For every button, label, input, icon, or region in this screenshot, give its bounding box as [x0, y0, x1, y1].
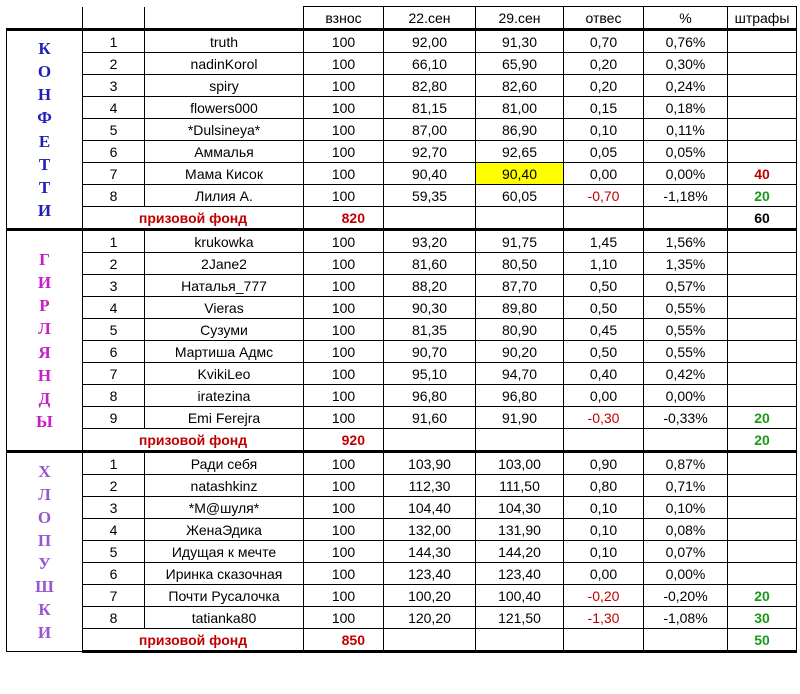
- team-letter: Л: [38, 484, 51, 504]
- loss-value: 0,45: [564, 319, 644, 341]
- fee-value: 100: [304, 385, 384, 407]
- penalty-value: [728, 97, 797, 119]
- penalty-value: 20: [728, 585, 797, 607]
- percent-value: 1,35%: [644, 253, 728, 275]
- weight-date-1: 90,40: [384, 163, 476, 185]
- header-date-1: 22.сен: [384, 7, 476, 30]
- row-number: 4: [83, 97, 145, 119]
- prize-row: [7, 629, 797, 652]
- penalty-value: [728, 563, 797, 585]
- percent-value: 0,00%: [644, 163, 728, 185]
- weight-date-1: 144,30: [384, 541, 476, 563]
- participant-name: krukowka: [145, 230, 304, 253]
- percent-value: 0,87%: [644, 452, 728, 475]
- percent-value: 1,56%: [644, 230, 728, 253]
- empty-cell: [644, 429, 728, 452]
- percent-value: 0,55%: [644, 297, 728, 319]
- weight-date-1: 81,35: [384, 319, 476, 341]
- team-letter: Д: [38, 388, 51, 408]
- weight-date-1: 112,30: [384, 475, 476, 497]
- weight-date-2: 87,70: [476, 275, 564, 297]
- percent-value: 0,05%: [644, 141, 728, 163]
- participant-name: Мартиша Адмс: [145, 341, 304, 363]
- table-row: [7, 53, 797, 75]
- row-number: 8: [83, 385, 145, 407]
- team-letter: Т: [38, 177, 51, 197]
- table-row: [7, 97, 797, 119]
- percent-value: 0,55%: [644, 341, 728, 363]
- loss-value: 0,10: [564, 541, 644, 563]
- weight-date-2: 91,90: [476, 407, 564, 429]
- fee-value: 100: [304, 363, 384, 385]
- header-percent: %: [644, 7, 728, 30]
- participant-name: Мама Кисок: [145, 163, 304, 185]
- loss-value: 0,90: [564, 452, 644, 475]
- fee-value: 100: [304, 75, 384, 97]
- table-row: [7, 563, 797, 585]
- header-empty-cell: [145, 7, 304, 30]
- loss-value: 0,80: [564, 475, 644, 497]
- participant-name: Аммалья: [145, 141, 304, 163]
- percent-value: -1,08%: [644, 607, 728, 629]
- team-letter: И: [37, 273, 52, 293]
- percent-value: 0,42%: [644, 363, 728, 385]
- participant-name: nadinKorol: [145, 53, 304, 75]
- empty-cell: [564, 429, 644, 452]
- weight-date-2: 144,20: [476, 541, 564, 563]
- percent-value: 0,30%: [644, 53, 728, 75]
- fee-value: 100: [304, 341, 384, 363]
- fee-value: 100: [304, 30, 384, 53]
- fee-value: 100: [304, 185, 384, 207]
- empty-cell: [384, 629, 476, 652]
- weight-date-1: 81,60: [384, 253, 476, 275]
- weight-date-1: 104,40: [384, 497, 476, 519]
- row-number: 9: [83, 407, 145, 429]
- penalty-value: 40: [728, 163, 797, 185]
- table-row: [7, 141, 797, 163]
- percent-value: 0,11%: [644, 119, 728, 141]
- participant-name: KvikiLeo: [145, 363, 304, 385]
- penalty-value: [728, 119, 797, 141]
- team-letter: Р: [39, 296, 50, 316]
- table-row: [7, 185, 797, 207]
- team-letter: О: [37, 62, 52, 82]
- team-letter: Я: [38, 342, 51, 362]
- table-row: [7, 407, 797, 429]
- weight-date-1: 90,30: [384, 297, 476, 319]
- loss-value: 0,15: [564, 97, 644, 119]
- weight-date-1: 100,20: [384, 585, 476, 607]
- weight-date-2: 65,90: [476, 53, 564, 75]
- row-number: 6: [83, 141, 145, 163]
- fee-value: 100: [304, 497, 384, 519]
- fee-value: 100: [304, 275, 384, 297]
- row-number: 3: [83, 497, 145, 519]
- fee-value: 100: [304, 585, 384, 607]
- percent-value: 0,55%: [644, 319, 728, 341]
- penalty-value: [728, 253, 797, 275]
- fee-value: 100: [304, 563, 384, 585]
- percent-value: 0,76%: [644, 30, 728, 53]
- prize-fund-total: 920: [304, 429, 384, 452]
- percent-value: 0,10%: [644, 497, 728, 519]
- weight-date-1: 59,35: [384, 185, 476, 207]
- participant-name: Иринка сказочная: [145, 563, 304, 585]
- participant-name: *Dulsineya*: [145, 119, 304, 141]
- participant-name: ЖенаЭдика: [145, 519, 304, 541]
- team-letter: Г: [39, 250, 50, 270]
- weight-date-2: 89,80: [476, 297, 564, 319]
- weight-date-1: 103,90: [384, 452, 476, 475]
- penalty-value: [728, 519, 797, 541]
- percent-value: 0,00%: [644, 563, 728, 585]
- table-row: [7, 385, 797, 407]
- team-letter: Ф: [37, 108, 52, 128]
- fee-value: 100: [304, 53, 384, 75]
- loss-value: 0,40: [564, 363, 644, 385]
- participant-name: Сузуми: [145, 319, 304, 341]
- team-letter: И: [37, 623, 52, 643]
- percent-value: 0,71%: [644, 475, 728, 497]
- prize-fund-total: 850: [304, 629, 384, 652]
- table-row: [7, 519, 797, 541]
- participant-name: 2Jane2: [145, 253, 304, 275]
- table-row: [7, 497, 797, 519]
- table-row: [7, 75, 797, 97]
- weight-date-1: 91,60: [384, 407, 476, 429]
- participant-name: Наталья_777: [145, 275, 304, 297]
- penalty-value: [728, 141, 797, 163]
- loss-value: 0,10: [564, 497, 644, 519]
- penalty-value: [728, 75, 797, 97]
- percent-value: 0,18%: [644, 97, 728, 119]
- loss-value: 0,05: [564, 141, 644, 163]
- fee-value: 100: [304, 407, 384, 429]
- row-number: 5: [83, 119, 145, 141]
- penalty-value: [728, 30, 797, 53]
- table-row: [7, 253, 797, 275]
- row-number: 5: [83, 319, 145, 341]
- loss-value: -0,30: [564, 407, 644, 429]
- penalty-value: [728, 385, 797, 407]
- fee-value: 100: [304, 452, 384, 475]
- weight-date-2: 103,00: [476, 452, 564, 475]
- table-row: [7, 585, 797, 607]
- header-penalty: штрафы: [728, 7, 797, 30]
- team-letter: Л: [38, 319, 51, 339]
- header-empty-cell: [83, 7, 145, 30]
- team-letter: Е: [38, 131, 51, 151]
- fee-value: 100: [304, 253, 384, 275]
- weight-date-1: 87,00: [384, 119, 476, 141]
- penalty-total: 50: [728, 629, 797, 652]
- participant-name: Emi Ferejra: [145, 407, 304, 429]
- loss-value: 0,20: [564, 75, 644, 97]
- weight-date-1: 132,00: [384, 519, 476, 541]
- fee-value: 100: [304, 141, 384, 163]
- participant-name: spiry: [145, 75, 304, 97]
- header-loss: отвес: [564, 7, 644, 30]
- weight-date-2: 91,75: [476, 230, 564, 253]
- percent-value: -0,20%: [644, 585, 728, 607]
- empty-cell: [384, 429, 476, 452]
- loss-value: 0,50: [564, 297, 644, 319]
- table-row: [7, 297, 797, 319]
- penalty-value: 20: [728, 185, 797, 207]
- fee-value: 100: [304, 230, 384, 253]
- weight-date-2: 96,80: [476, 385, 564, 407]
- loss-value: 0,10: [564, 519, 644, 541]
- empty-cell: [564, 629, 644, 652]
- row-number: 3: [83, 75, 145, 97]
- participant-name: tatianka80: [145, 607, 304, 629]
- row-number: 2: [83, 475, 145, 497]
- team-letter: О: [37, 507, 52, 527]
- header-fee: взнос: [304, 7, 384, 30]
- penalty-value: [728, 230, 797, 253]
- team-name-hlopushki: [7, 452, 83, 652]
- header-row: [7, 7, 797, 30]
- weight-date-2: 131,90: [476, 519, 564, 541]
- percent-value: 0,00%: [644, 385, 728, 407]
- penalty-value: [728, 541, 797, 563]
- weight-date-2: 81,00: [476, 97, 564, 119]
- team-letter: К: [38, 600, 51, 620]
- participant-name: Ради себя: [145, 452, 304, 475]
- weight-date-2: 123,40: [476, 563, 564, 585]
- weight-date-2: 94,70: [476, 363, 564, 385]
- row-number: 1: [83, 30, 145, 53]
- row-number: 7: [83, 163, 145, 185]
- participant-name: Почти Русалочка: [145, 585, 304, 607]
- loss-value: 0,50: [564, 275, 644, 297]
- table-row: [7, 275, 797, 297]
- participant-name: iratezina: [145, 385, 304, 407]
- team-letter: П: [37, 530, 52, 550]
- weight-date-1: 123,40: [384, 563, 476, 585]
- weight-date-2: 104,30: [476, 497, 564, 519]
- penalty-value: [728, 53, 797, 75]
- weight-date-1: 93,20: [384, 230, 476, 253]
- weight-date-1: 66,10: [384, 53, 476, 75]
- penalty-value: [728, 363, 797, 385]
- prize-fund-label: призовой фонд: [83, 207, 304, 230]
- participant-name: natashkinz: [145, 475, 304, 497]
- weight-date-1: 95,10: [384, 363, 476, 385]
- row-number: 6: [83, 341, 145, 363]
- empty-cell: [476, 429, 564, 452]
- results-table: [6, 6, 797, 653]
- table-row: [7, 341, 797, 363]
- fee-value: 100: [304, 163, 384, 185]
- percent-value: 0,57%: [644, 275, 728, 297]
- fee-value: 100: [304, 119, 384, 141]
- weight-date-2: 121,50: [476, 607, 564, 629]
- table-row: [7, 230, 797, 253]
- empty-cell: [564, 207, 644, 230]
- weight-date-1: 82,80: [384, 75, 476, 97]
- percent-value: 0,24%: [644, 75, 728, 97]
- weight-date-2: 60,05: [476, 185, 564, 207]
- prize-row: [7, 207, 797, 230]
- penalty-value: [728, 341, 797, 363]
- loss-value: 0,00: [564, 385, 644, 407]
- prize-fund-label: призовой фонд: [83, 629, 304, 652]
- fee-value: 100: [304, 97, 384, 119]
- loss-value: 0,10: [564, 119, 644, 141]
- loss-value: 0,20: [564, 53, 644, 75]
- team-name-konfetti: [7, 30, 83, 230]
- fee-value: 100: [304, 475, 384, 497]
- row-number: 7: [83, 585, 145, 607]
- loss-value: 0,70: [564, 30, 644, 53]
- fee-value: 100: [304, 519, 384, 541]
- team-name-girlyandy: [7, 230, 83, 452]
- team-letter: Ш: [35, 577, 54, 597]
- row-number: 2: [83, 53, 145, 75]
- empty-cell: [384, 207, 476, 230]
- loss-value: 0,50: [564, 341, 644, 363]
- weight-date-1: 96,80: [384, 385, 476, 407]
- table-row: [7, 452, 797, 475]
- penalty-value: [728, 497, 797, 519]
- penalty-value: [728, 475, 797, 497]
- table-row: [7, 319, 797, 341]
- weight-date-2: 90,20: [476, 341, 564, 363]
- participant-name: *М@шуля*: [145, 497, 304, 519]
- loss-value: -0,20: [564, 585, 644, 607]
- fee-value: 100: [304, 541, 384, 563]
- table-row: [7, 607, 797, 629]
- fee-value: 100: [304, 607, 384, 629]
- weight-date-1: 81,15: [384, 97, 476, 119]
- percent-value: 0,08%: [644, 519, 728, 541]
- loss-value: 1,10: [564, 253, 644, 275]
- team-letter: Н: [37, 365, 52, 385]
- table-row: [7, 541, 797, 563]
- team-letter: К: [38, 39, 51, 59]
- penalty-value: 20: [728, 407, 797, 429]
- table-row: [7, 30, 797, 53]
- row-number: 5: [83, 541, 145, 563]
- participant-name: flowers000: [145, 97, 304, 119]
- empty-cell: [644, 207, 728, 230]
- team-letter: Н: [37, 85, 52, 105]
- weight-date-2: 80,90: [476, 319, 564, 341]
- empty-cell: [644, 629, 728, 652]
- penalty-total: 60: [728, 207, 797, 230]
- weight-date-2: 90,40: [476, 163, 564, 185]
- loss-value: 0,00: [564, 163, 644, 185]
- percent-value: -0,33%: [644, 407, 728, 429]
- team-letter: И: [37, 200, 52, 220]
- weight-date-2: 82,60: [476, 75, 564, 97]
- penalty-total: 20: [728, 429, 797, 452]
- participant-name: Vieras: [145, 297, 304, 319]
- percent-value: -1,18%: [644, 185, 728, 207]
- row-number: 4: [83, 297, 145, 319]
- row-number: 4: [83, 519, 145, 541]
- participant-name: truth: [145, 30, 304, 53]
- row-number: 1: [83, 452, 145, 475]
- table-row: [7, 363, 797, 385]
- penalty-value: [728, 275, 797, 297]
- row-number: 8: [83, 607, 145, 629]
- team-letter: Т: [38, 154, 51, 174]
- weight-date-1: 88,20: [384, 275, 476, 297]
- table-row: [7, 119, 797, 141]
- team-letter: У: [38, 554, 51, 573]
- participant-name: Лилия А.: [145, 185, 304, 207]
- weight-date-1: 90,70: [384, 341, 476, 363]
- weight-date-2: 111,50: [476, 475, 564, 497]
- penalty-value: [728, 319, 797, 341]
- penalty-value: 30: [728, 607, 797, 629]
- fee-value: 100: [304, 297, 384, 319]
- row-number: 6: [83, 563, 145, 585]
- team-letter: Ы: [36, 411, 53, 431]
- weight-date-2: 100,40: [476, 585, 564, 607]
- row-number: 1: [83, 230, 145, 253]
- weight-date-2: 80,50: [476, 253, 564, 275]
- weight-date-1: 120,20: [384, 607, 476, 629]
- penalty-value: [728, 452, 797, 475]
- row-number: 8: [83, 185, 145, 207]
- percent-value: 0,07%: [644, 541, 728, 563]
- loss-value: 0,00: [564, 563, 644, 585]
- loss-value: -0,70: [564, 185, 644, 207]
- weight-date-1: 92,00: [384, 30, 476, 53]
- weight-date-1: 92,70: [384, 141, 476, 163]
- prize-fund-total: 820: [304, 207, 384, 230]
- fee-value: 100: [304, 319, 384, 341]
- table-row: [7, 475, 797, 497]
- row-number: 7: [83, 363, 145, 385]
- empty-cell: [476, 629, 564, 652]
- header-date-2: 29.сен: [476, 7, 564, 30]
- row-number: 3: [83, 275, 145, 297]
- empty-cell: [476, 207, 564, 230]
- prize-fund-label: призовой фонд: [83, 429, 304, 452]
- penalty-value: [728, 297, 797, 319]
- loss-value: 1,45: [564, 230, 644, 253]
- weight-date-2: 91,30: [476, 30, 564, 53]
- row-number: 2: [83, 253, 145, 275]
- weight-date-2: 86,90: [476, 119, 564, 141]
- prize-row: [7, 429, 797, 452]
- team-letter: Х: [38, 461, 51, 481]
- header-empty-cell: [7, 7, 83, 30]
- weight-date-2: 92,65: [476, 141, 564, 163]
- loss-value: -1,30: [564, 607, 644, 629]
- table-row: [7, 163, 797, 185]
- participant-name: Идущая к мечте: [145, 541, 304, 563]
